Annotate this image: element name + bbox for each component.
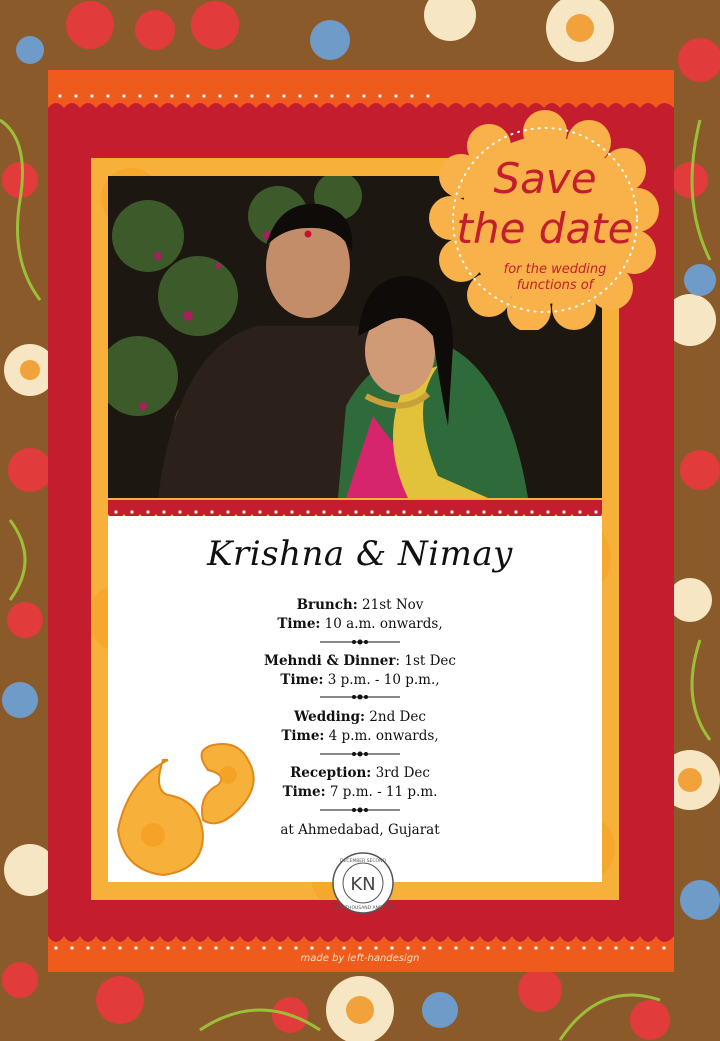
event-date: : 1st Dec (395, 653, 456, 669)
event-date: 3rd Dec (371, 765, 430, 781)
time-label: Time: (277, 616, 321, 632)
monogram-ring-top: DECEMBER SECOND (340, 859, 386, 864)
save-subtitle-line2: functions of (516, 278, 594, 293)
event-brunch (0, 596, 720, 634)
save-title-line1: Save (493, 154, 597, 203)
event-label: Reception: (290, 765, 372, 781)
event-date: 2nd Dec (365, 709, 426, 725)
venue: at Ahmedabad, Gujarat (280, 822, 440, 838)
divider-icon (320, 639, 400, 645)
event-label: Brunch: (296, 597, 358, 613)
divider-icon (320, 807, 400, 813)
save-title-line2: the date (456, 204, 634, 253)
event-time: 4 p.m. onwards, (324, 728, 439, 744)
credit-text: made by left-handesign (300, 953, 420, 964)
event-label: Mehndi & Dinner (264, 653, 396, 669)
event-label: Wedding: (294, 709, 365, 725)
save-subtitle-line1: for the wedding (503, 262, 607, 277)
divider-icon (320, 694, 400, 700)
event-reception (0, 764, 720, 802)
monogram-ring-bottom: TWO THOUSAND AND TEN (333, 906, 393, 911)
time-label: Time: (280, 672, 324, 688)
divider-icon (320, 751, 400, 757)
paisley-icon (108, 740, 268, 880)
save-subtitle (470, 262, 640, 294)
event-time: 3 p.m. - 10 p.m., (323, 672, 440, 688)
top-band (48, 70, 674, 108)
event-time: 10 a.m. onwards, (320, 616, 443, 632)
time-label: Time: (282, 784, 326, 800)
event-mehndi (0, 652, 720, 690)
event-wedding (0, 708, 720, 746)
monogram-initials: KN (350, 874, 376, 895)
event-time: 7 p.m. - 11 p.m. (325, 784, 438, 800)
monogram-icon (332, 852, 394, 914)
couple-names: Krishna & Nimay (207, 534, 513, 574)
event-date: 21st Nov (357, 597, 424, 613)
time-label: Time: (281, 728, 325, 744)
